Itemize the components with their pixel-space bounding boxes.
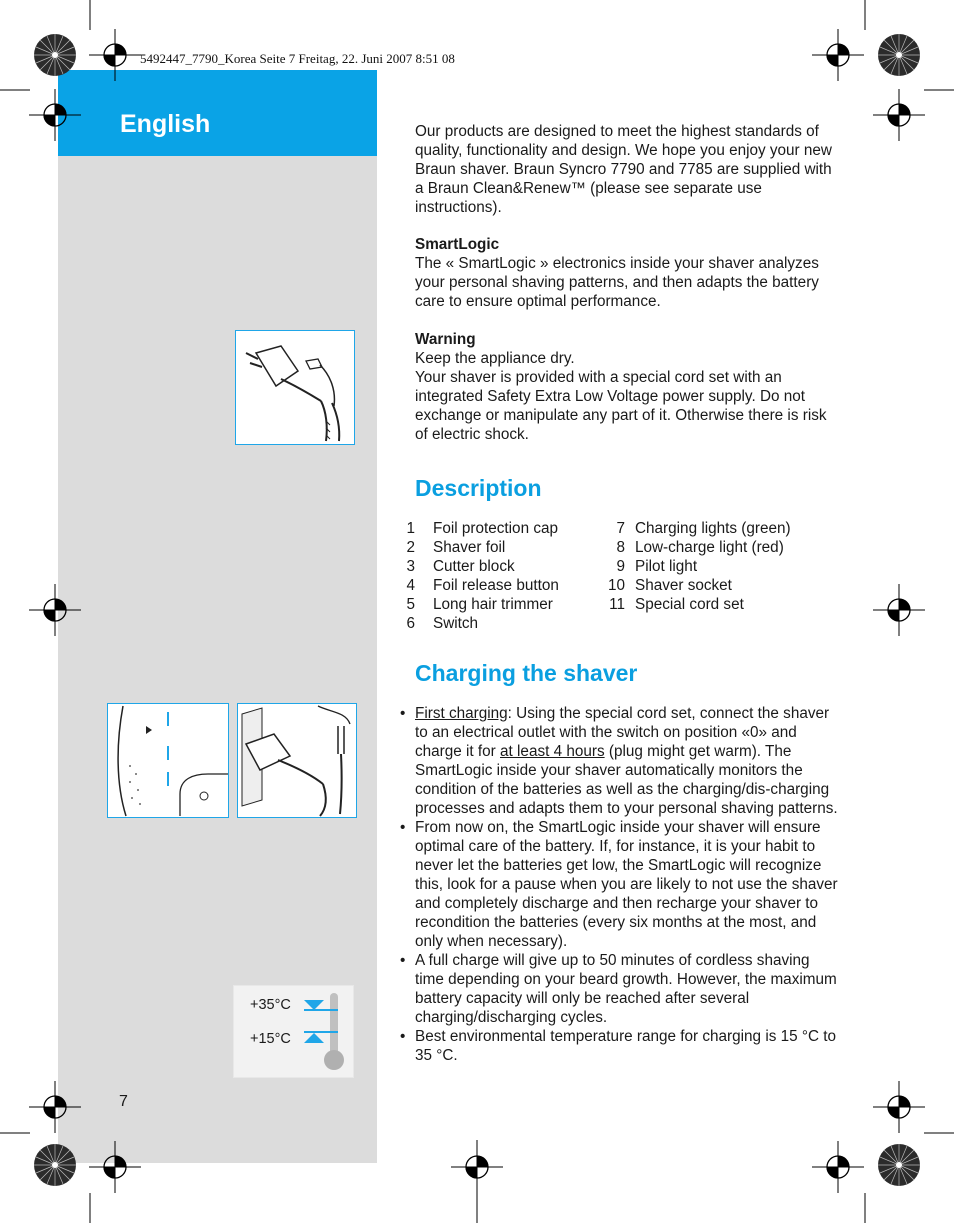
warning-line1: Keep the appliance dry. — [415, 350, 575, 367]
temperature-lower-label: +15°C — [250, 1031, 291, 1047]
first-charging-term: First charging — [415, 705, 508, 722]
thermometer-icon — [302, 990, 352, 1076]
temperature-upper-label: +35°C — [250, 997, 291, 1013]
description-heading: Description — [415, 475, 542, 501]
charging-heading: Charging the shaver — [415, 660, 638, 686]
list-item: • Best environmental temperature range for charging is 15 °C to 35 °C. — [415, 1027, 840, 1065]
four-hours-term: at least 4 hours — [500, 743, 605, 760]
temperature-range-illustration — [233, 985, 354, 1078]
charging-bullets — [415, 704, 840, 1065]
list-item: • From now on, the SmartLogic inside your shaver will ensure optimal care of the battery. If, for instance, it is your habit to never let the batteries get low, the SmartLogic will recognize this, look for a pause when you are likely to not use the shaver and completely discharge and then recharge your shaver to recondition the batteries (every six months at the most, and only when necessary). — [415, 818, 840, 951]
description-section — [415, 475, 840, 501]
language-title: English — [120, 110, 211, 138]
smartlogic-section — [415, 235, 840, 311]
charging-section — [415, 660, 840, 686]
description-list: 1 Foil protection cap 2 Shaver foil 3 Cutter block 4 Foil release button 5 Long hair trimmer 6 Switch 7 Charging lights (green) 8 Low-charge light (red) 9 Pilot light 10 Shaver socket 11 Special cord set — [406, 520, 791, 632]
print-header: 5492447_7790_Korea Seite 7 Freitag, 22. Juni 2007 8:51 08 — [140, 51, 455, 66]
shaver-switch-illustration — [107, 703, 229, 818]
cord-set-illustration — [235, 330, 355, 445]
intro-paragraph: Our products are designed to meet the highest standards of quality, functionality and design. We hope you enjoy your new Braun shaver. Braun Syncro 7790 and 7785 are supplied with a Braun Clean&Renew™ (please see separate use instructions). — [415, 123, 832, 216]
shaver-icon — [108, 704, 228, 817]
warning-text: Your shaver is provided with a special cord set with an integrated Safety Extra Low Voltage power supply. Do not exchange or manipulate any part of it. Otherwise there is risk of electric shock. — [415, 369, 827, 443]
smartlogic-heading: SmartLogic — [415, 236, 500, 253]
warning-heading: Warning — [415, 331, 476, 348]
socket-icon — [238, 704, 356, 817]
list-item: • First charging: Using the special cord set, connect the shaver to an electrical outlet with the switch on position «0» and charge it for at least 4 hours (plug might get warm). The SmartLogic inside your shaver automatically monitors the condition of the batteries as well as the charging/dis-charging processes and adapts them to your personal shaving patterns. — [415, 704, 840, 818]
plug-icon — [236, 331, 354, 444]
list-item: • A full charge will give up to 50 minutes of cordless shaving time depending on your beard growth. However, the maximum battery capacity will only be reached after several charging/discharging cycles. — [415, 951, 840, 1027]
plug-socket-illustration — [237, 703, 357, 818]
page-number: 7 — [119, 1093, 128, 1110]
smartlogic-text: The « SmartLogic » electronics inside your shaver analyzes your personal shaving patterns, and then adapts the battery care to ensure optimal performance. — [415, 255, 819, 310]
warning-section — [415, 330, 840, 444]
